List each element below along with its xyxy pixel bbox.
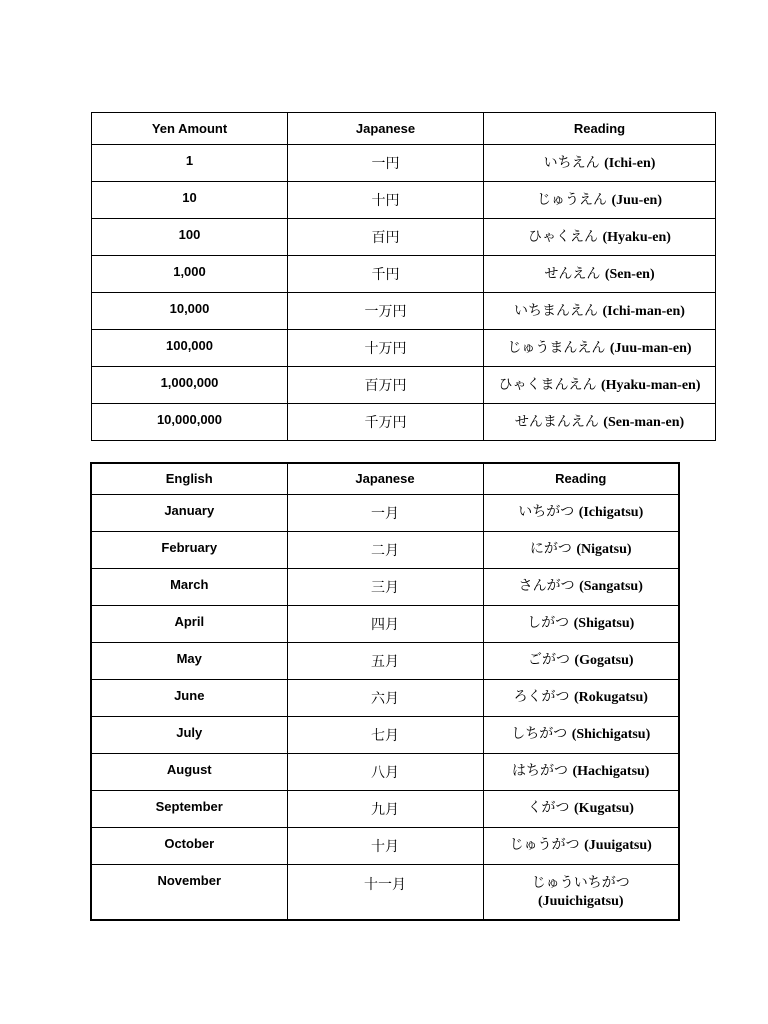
english-month-cell: March [91, 568, 287, 605]
kana-reading: しちがつ [511, 726, 568, 742]
reading-cell [483, 531, 679, 568]
reading-cell [483, 716, 679, 753]
romaji-reading: (Gogatsu) [574, 653, 634, 668]
reading-cell [484, 293, 716, 330]
romaji-reading: (Hyaku-en) [602, 229, 671, 245]
japanese-cell: 七月 [287, 716, 483, 753]
japanese-cell: 八月 [287, 753, 483, 790]
romaji-reading: (Hyaku-man-en) [600, 377, 701, 393]
japanese-cell: 六月 [287, 679, 483, 716]
table-row [91, 568, 679, 605]
table-header-row [92, 113, 716, 145]
romaji-reading: (Hachigatsu) [572, 764, 650, 779]
reading-cell [483, 642, 679, 679]
table-header-row [91, 463, 679, 494]
japanese-cell: 十円 [288, 182, 484, 219]
japanese-cell: 千万円 [288, 404, 484, 441]
romaji-reading: (Kugatsu) [574, 801, 634, 816]
english-month-cell: May [91, 642, 287, 679]
month-table [90, 462, 680, 921]
table-row [91, 864, 679, 920]
reading-cell [484, 404, 716, 441]
japanese-cell: 五月 [287, 642, 483, 679]
japanese-cell: 三月 [287, 568, 483, 605]
kana-reading: いちまんえん [514, 302, 599, 319]
table-row [92, 367, 716, 404]
table-row [92, 219, 716, 256]
column-header-japanese: Japanese [287, 463, 483, 494]
japanese-cell: 一円 [288, 145, 484, 182]
yen-amount-cell: 100 [92, 219, 288, 256]
kana-reading: じゅうまんえん [507, 339, 606, 356]
japanese-cell: 百万円 [288, 367, 484, 404]
japanese-cell: 千円 [288, 256, 484, 293]
yen-amount-cell: 100,000 [92, 330, 288, 367]
reading-cell [483, 605, 679, 642]
kana-reading: じゅういちがつ [531, 874, 630, 891]
yen-amount-cell: 1,000,000 [92, 367, 288, 404]
english-month-cell: September [91, 790, 287, 827]
table-row [91, 790, 679, 827]
yen-amount-cell: 10 [92, 182, 288, 219]
reading-cell [483, 753, 679, 790]
kana-reading: じゅうえん [536, 191, 607, 208]
japanese-cell: 一万円 [288, 293, 484, 330]
japanese-cell: 九月 [287, 790, 483, 827]
kana-reading: ひゃくまんえん [498, 376, 597, 393]
kana-reading: ろくがつ [513, 689, 570, 705]
reading-cell [483, 827, 679, 864]
kana-reading: ごがつ [527, 652, 570, 668]
table-row [92, 182, 716, 219]
reading-cell [483, 679, 679, 716]
romaji-reading: (Shichigatsu) [571, 727, 651, 742]
table-row [92, 256, 716, 293]
reading-cell [483, 568, 679, 605]
romaji-reading: (Juu-man-en) [609, 340, 692, 356]
reading-cell [484, 367, 716, 404]
yen-amount-cell: 10,000,000 [92, 404, 288, 441]
table-row [91, 753, 679, 790]
table-row [91, 605, 679, 642]
english-month-cell: January [91, 494, 287, 531]
reading-cell [483, 790, 679, 827]
romaji-reading: (Sen-man-en) [603, 414, 685, 430]
japanese-cell: 十一月 [287, 864, 483, 920]
reading-cell [484, 182, 716, 219]
japanese-cell: 四月 [287, 605, 483, 642]
japanese-cell: 十月 [287, 827, 483, 864]
kana-reading: しがつ [527, 615, 570, 631]
kana-reading: さんがつ [518, 578, 575, 594]
japanese-cell: 一月 [287, 494, 483, 531]
japanese-cell: 十万円 [288, 330, 484, 367]
table-row [91, 716, 679, 753]
english-month-cell: June [91, 679, 287, 716]
kana-reading: いちえん [543, 154, 600, 171]
kana-reading: ひゃくえん [528, 228, 599, 245]
romaji-reading: (Nigatsu) [576, 542, 632, 557]
kana-reading: くがつ [527, 800, 570, 816]
yen-amount-table [91, 112, 716, 441]
romaji-reading: (Ichi-man-en) [602, 303, 685, 319]
column-header-japanese: Japanese [288, 113, 484, 145]
table-row [91, 494, 679, 531]
kana-reading: はちがつ [512, 763, 569, 779]
column-header-yen-amount: Yen Amount [92, 113, 288, 145]
kana-reading: いちがつ [518, 504, 575, 520]
reading-cell [484, 256, 716, 293]
kana-reading: にがつ [529, 541, 572, 557]
column-header-reading: Reading [484, 113, 716, 145]
reading-cell [483, 494, 679, 531]
reading-cell [484, 145, 716, 182]
reading-cell [484, 219, 716, 256]
table-row [92, 330, 716, 367]
japanese-cell: 百円 [288, 219, 484, 256]
kana-reading: せんえん [544, 265, 601, 282]
japanese-cell: 二月 [287, 531, 483, 568]
romaji-reading: (Sen-en) [604, 266, 655, 282]
reading-cell [483, 864, 679, 920]
table-row [92, 145, 716, 182]
table-row [91, 827, 679, 864]
romaji-reading: (Shigatsu) [573, 616, 635, 631]
table-row [91, 531, 679, 568]
romaji-reading: (Juuigatsu) [584, 838, 652, 853]
kana-reading: せんまんえん [514, 413, 599, 430]
romaji-reading: (Ichigatsu) [578, 505, 644, 520]
kana-reading: じゅうがつ [509, 837, 580, 853]
table-row [92, 404, 716, 441]
romaji-reading: (Juu-en) [611, 192, 662, 208]
column-header-reading: Reading [483, 463, 679, 494]
romaji-reading: (Ichi-en) [604, 155, 656, 171]
romaji-reading: (Rokugatsu) [574, 690, 648, 705]
table-row [91, 642, 679, 679]
english-month-cell: November [91, 864, 287, 920]
yen-amount-cell: 1,000 [92, 256, 288, 293]
english-month-cell: February [91, 531, 287, 568]
yen-amount-cell: 10,000 [92, 293, 288, 330]
table-row [91, 679, 679, 716]
column-header-english: English [91, 463, 287, 494]
table-row [92, 293, 716, 330]
romaji-reading: (Juuichigatsu) [537, 893, 624, 909]
english-month-cell: October [91, 827, 287, 864]
english-month-cell: April [91, 605, 287, 642]
english-month-cell: July [91, 716, 287, 753]
romaji-reading: (Sangatsu) [579, 579, 643, 594]
yen-amount-cell: 1 [92, 145, 288, 182]
reading-cell [484, 330, 716, 367]
english-month-cell: August [91, 753, 287, 790]
